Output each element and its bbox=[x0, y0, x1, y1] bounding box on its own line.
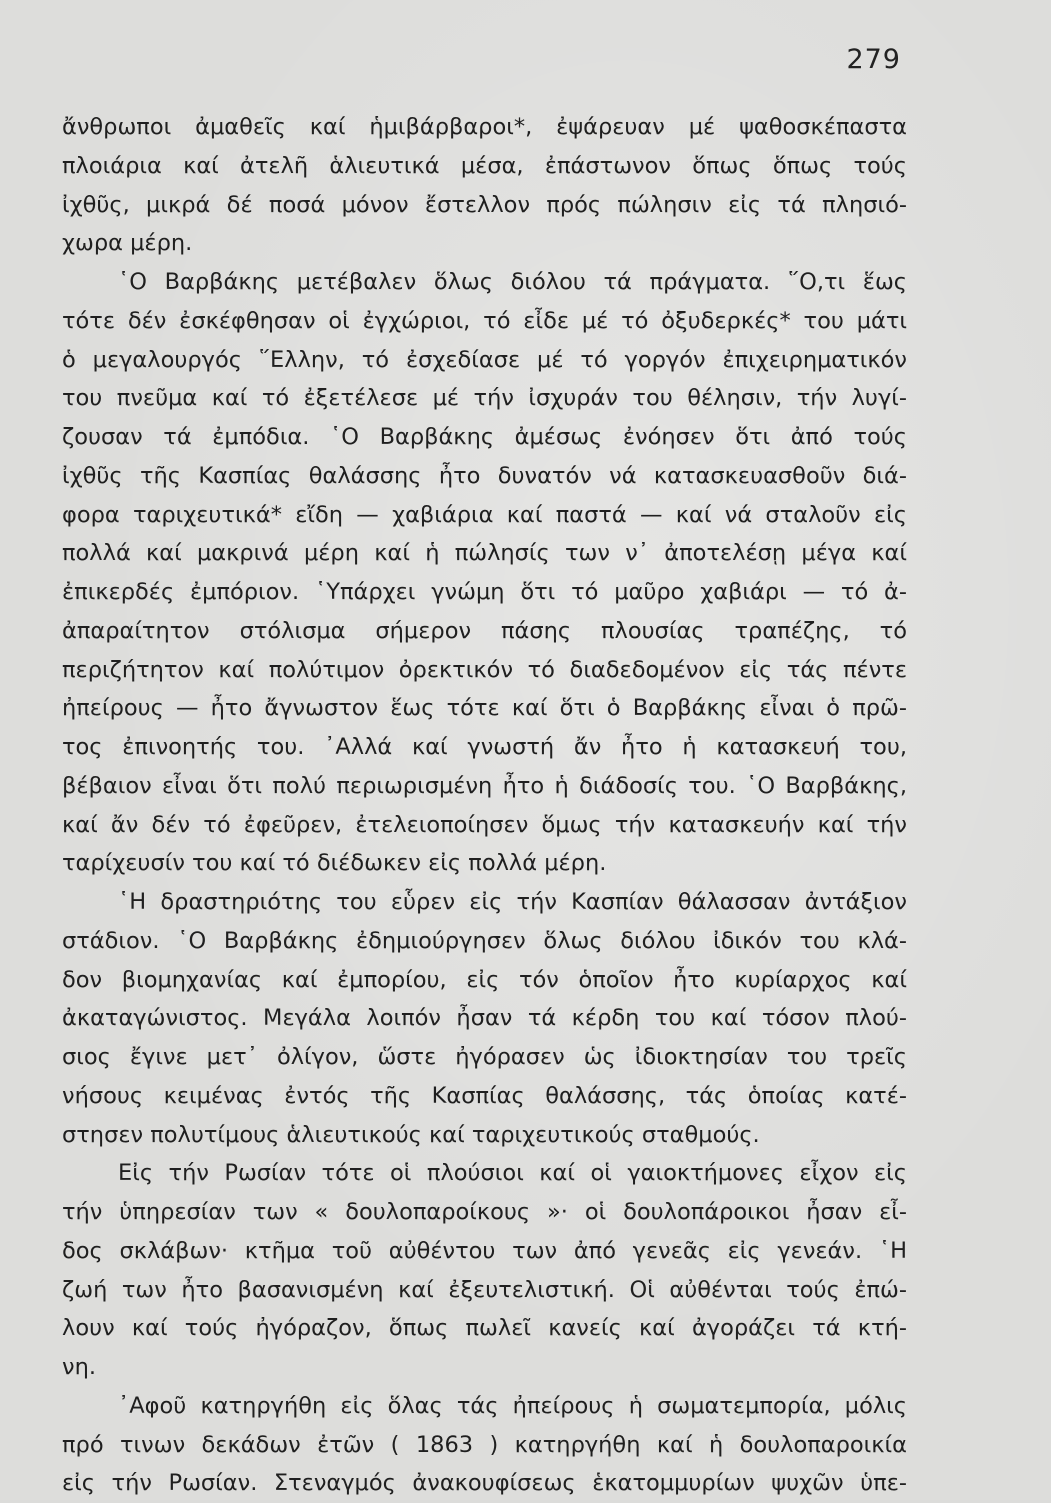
body-text bbox=[62, 108, 907, 1503]
text-line: δος σκλάβων· κτῆμα τοῦ αὐθέντου των ἀπό γενεᾶς εἰς γενεάν. ῾Η bbox=[62, 1237, 907, 1264]
text-line: περιζήτητον καί πολύτιμον ὀρεκτικόν τό διαδεδομένον εἰς τάς πέντε bbox=[62, 656, 907, 683]
text-line: του πνεῦμα καί τό ἐξετέλεσε μέ τήν ἰσχυράν του θέλησιν, τήν λυγί- bbox=[62, 385, 907, 412]
text-line: καί ἄν δέν τό ἐφεῦρεν, ἐτελειοποίησεν ὅμως τήν κατασκευήν καί τήν bbox=[62, 811, 907, 838]
text-line: ἄνθρωποι ἀμαθεῖς καί ἡμιβάρβαροι*, ἐψάρευαν μέ ψαθοσκέπαστα bbox=[62, 114, 907, 140]
text-line: ἠπείρους — ἦτο ἄγνωστον ἕως τότε καί ὅτι ὁ Βαρβάκης εἶναι ὁ πρῶ- bbox=[62, 695, 907, 722]
text-line: ῾Ο Βαρβάκης μετέβαλεν ὅλως διόλου τά πράγματα. ῞Ο,τι ἕως bbox=[118, 269, 907, 295]
text-line: ζωή των ἦτο βασανισμένη καί ἐξευτελιστική. Οἱ αὐθένται τούς ἐπώ- bbox=[62, 1276, 907, 1303]
text-line: πολλά καί μακρινά μέρη καί ἡ πώλησίς των ν᾿ ἀποτελέσῃ μέγα καί bbox=[62, 540, 907, 567]
text-line: πλοιάρια καί ἀτελῆ ἁλιευτικά μέσα, ἐπάστωνον ὅπως ὅπως τούς bbox=[62, 152, 907, 179]
text-line: χωρα μέρη. bbox=[62, 230, 193, 257]
text-line: σιος ἔγινε μετ᾿ ὀλίγον, ὥστε ἠγόρασεν ὡς ἰδιοκτησίαν του τρεῖς bbox=[62, 1044, 907, 1070]
text-line: στάδιον. ῾Ο Βαρβάκης ἐδημιούργησεν ὅλως διόλου ἰδικόν του κλά- bbox=[62, 927, 907, 954]
text-line: νήσους κειμένας ἐντός τῆς Κασπίας θαλάσσης, τάς ὁποίας κατέ- bbox=[62, 1082, 907, 1109]
text-line: στησεν πολυτίμους ἁλιευτικούς καί ταριχευτικούς σταθμούς. bbox=[62, 1121, 760, 1148]
text-line: Εἰς τήν Ρωσίαν τότε οἱ πλούσιοι καί οἱ γαιοκτήμονες εἶχον εἰς bbox=[118, 1160, 907, 1187]
page-number: 279 bbox=[846, 44, 901, 75]
text-line: δον βιομηχανίας καί ἐμπορίου, εἰς τόν ὁποῖον ἦτο κυρίαρχος καί bbox=[62, 966, 907, 993]
text-line: ἐπικερδές ἐμπόριον. ῾Υπάρχει γνώμη ὅτι τό μαῦρο χαβιάρι — τό ἀ- bbox=[62, 579, 907, 605]
text-line: βέβαιον εἶναι ὅτι πολύ περιωρισμένη ἦτο ἡ διάδοσίς του. ῾Ο Βαρβάκης, bbox=[62, 772, 907, 799]
text-line: τος ἐπινοητής του. ᾿Αλλά καί γνωστή ἄν ἦτο ἡ κατασκευή του, bbox=[62, 734, 907, 760]
text-line: φορα ταριχευτικά* εἴδη — χαβιάρια καί παστά — καί νά σταλοῦν εἰς bbox=[62, 501, 907, 528]
text-line: λουν καί τούς ἠγόραζον, ὅπως πωλεῖ κανείς καί ἀγοράζει τά κτή- bbox=[62, 1315, 907, 1342]
text-line: ῾Η δραστηριότης του εὗρεν εἰς τήν Κασπίαν θάλασσαν ἀντάξιον bbox=[118, 889, 907, 915]
text-line: ᾿Αφοῦ κατηργήθη εἰς ὅλας τάς ἠπείρους ἡ σωματεμπορία, μόλις bbox=[118, 1392, 907, 1419]
text-line: ἰχθῦς τῆς Κασπίας θαλάσσης ἦτο δυνατόν νά κατασκευασθοῦν διά- bbox=[62, 462, 907, 489]
text-line: νη. bbox=[62, 1354, 96, 1380]
text-line: τότε δέν ἐσκέφθησαν οἱ ἐγχώριοι, τό εἶδε μέ τό ὀξυδερκές* του μάτι bbox=[62, 307, 907, 334]
text-line: ταρίχευσίν του καί τό διέδωκεν εἰς πολλά μέρη. bbox=[62, 850, 607, 877]
text-line: εἰς τήν Ρωσίαν. Στεναγμός ἀνακουφίσεως ἑκατομμυρίων ψυχῶν ὑπε- bbox=[62, 1470, 907, 1497]
text-line: ἰχθῦς, μικρά δέ ποσά μόνον ἔστελλον πρός πώλησιν εἰς τά πλησιό- bbox=[62, 191, 907, 218]
text-line: τήν ὑπηρεσίαν των « δουλοπαροίκους »· οἱ δουλοπάροικοι ἦσαν εἶ- bbox=[62, 1199, 907, 1225]
text-line: πρό τινων δεκάδων ἐτῶν ( 1863 ) κατηργήθη καί ἡ δουλοπαροικία bbox=[62, 1431, 907, 1458]
text-line: ἀπαραίτητον στόλισμα σήμερον πάσης πλουσίας τραπέζης, τό bbox=[62, 617, 907, 644]
text-line: ζουσαν τά ἐμπόδια. ῾Ο Βαρβάκης ἀμέσως ἐνόησεν ὅτι ἀπό τούς bbox=[62, 424, 907, 450]
text-line: ὁ μεγαλουργός ῞Ελλην, τό ἐσχεδίασε μέ τό γοργόν ἐπιχειρηματικόν bbox=[62, 346, 907, 373]
text-line: ἀκαταγώνιστος. Μεγάλα λοιπόν ἦσαν τά κέρδη του καί τόσον πλού- bbox=[62, 1005, 907, 1032]
